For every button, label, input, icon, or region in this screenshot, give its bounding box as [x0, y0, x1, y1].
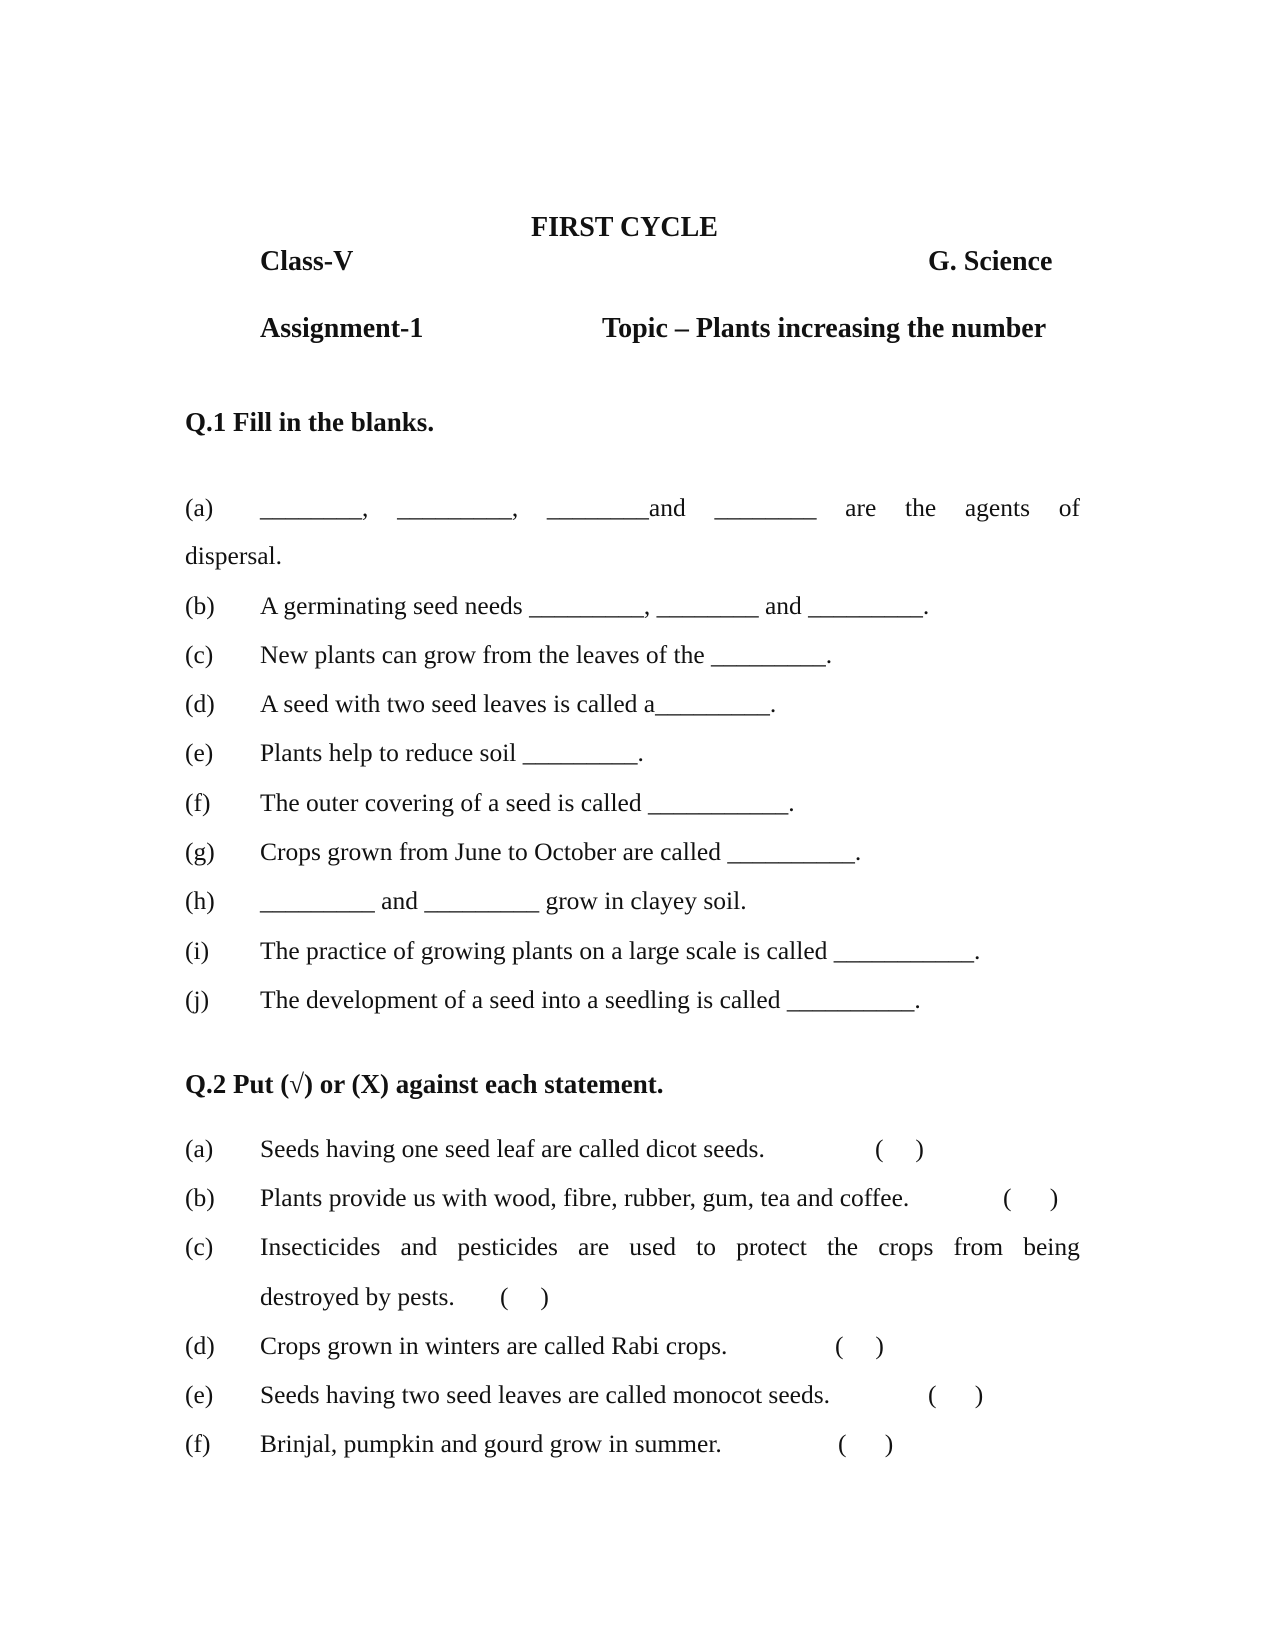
q2-c-word: Insecticides: [260, 1232, 381, 1261]
q2-c-word: are: [578, 1232, 610, 1261]
q2-c-answer-box[interactable]: ( ): [500, 1282, 549, 1311]
q2-c-word: used: [629, 1232, 677, 1261]
q1-item-label: (f): [185, 788, 211, 817]
q1-heading: Q.1 Fill in the blanks.: [185, 407, 435, 437]
q2-c-continuation: destroyed by pests.: [260, 1282, 455, 1311]
q1-item-text: The development of a seed into a seedling is called __________.: [260, 985, 921, 1014]
q2-d-text: Crops grown in winters are called Rabi crops.: [260, 1331, 728, 1360]
q1-item-text: Plants help to reduce soil _________.: [260, 738, 644, 767]
q1-item-text: The outer covering of a seed is called ___________.: [260, 788, 795, 817]
q2-e-answer-box[interactable]: ( ): [928, 1380, 984, 1409]
subject-label: G. Science: [928, 246, 1053, 277]
class-label: Class-V: [260, 246, 354, 277]
q2-heading: Q.2 Put (√) or (X) against each statement.: [185, 1069, 664, 1099]
cycle-title: FIRST CYCLE: [531, 212, 718, 243]
q1-item-text: The practice of growing plants on a large scale is called ___________.: [260, 936, 981, 965]
q2-f-answer-box[interactable]: ( ): [838, 1429, 894, 1458]
q1-a-word: the: [904, 493, 937, 522]
q2-a-label: (a): [185, 1134, 214, 1163]
q2-c-word: pesticides: [457, 1232, 558, 1261]
q1-item-label: (g): [185, 837, 215, 866]
q1-item-text: _________ and _________ grow in clayey soil.: [260, 886, 747, 915]
q2-b-label: (b): [185, 1183, 215, 1212]
q2-c-text: [260, 1232, 1080, 1262]
q2-c-word: and: [400, 1232, 438, 1261]
q1-item-label: (j): [185, 985, 210, 1014]
q1-item-text: New plants can grow from the leaves of the _________.: [260, 640, 833, 669]
q2-e-text: Seeds having two seed leaves are called monocot seeds.: [260, 1380, 831, 1409]
q2-c-word: the: [826, 1232, 859, 1261]
q1-item-label: (h): [185, 886, 215, 915]
q1-a-word: of: [1058, 493, 1080, 522]
q1-a-word: ________,: [260, 493, 369, 522]
q1-item-label: (c): [185, 640, 214, 669]
q2-f-text: Brinjal, pumpkin and gourd grow in summer.: [260, 1429, 722, 1458]
q1-a-word: ________: [714, 493, 817, 522]
q1-item-label: (d): [185, 689, 215, 718]
q1-item-label: (e): [185, 738, 214, 767]
q2-d-answer-box[interactable]: ( ): [835, 1331, 884, 1360]
q1-a-text: [260, 493, 1080, 523]
q2-c-word: being: [1023, 1232, 1080, 1261]
q2-e-label: (e): [185, 1380, 214, 1409]
assignment-label: Assignment-1: [260, 313, 424, 344]
q1-item-text: Crops grown from June to October are called __________.: [260, 837, 862, 866]
q1-item-label: (b): [185, 591, 215, 620]
q1-item-label: (i): [185, 936, 210, 965]
q1-a-word: _________,: [397, 493, 519, 522]
q1-a-word: are: [845, 493, 877, 522]
q2-f-label: (f): [185, 1429, 211, 1458]
q2-b-text: Plants provide us with wood, fibre, rubber, gum, tea and coffee.: [260, 1183, 910, 1212]
q1-item-text: A germinating seed needs _________, ________ and _________.: [260, 591, 930, 620]
q1-item-text: A seed with two seed leaves is called a_________.: [260, 689, 777, 718]
q1-a-word: agents: [964, 493, 1030, 522]
q2-a-answer-box[interactable]: ( ): [875, 1134, 924, 1163]
q2-c-word: from: [953, 1232, 1004, 1261]
q2-a-text: Seeds having one seed leaf are called dicot seeds.: [260, 1134, 765, 1163]
q2-c-word: to: [696, 1232, 716, 1261]
q1-a-label: (a): [185, 493, 214, 522]
q2-b-answer-box[interactable]: ( ): [1003, 1183, 1059, 1212]
q1-a-continuation: dispersal.: [185, 541, 283, 570]
q2-d-label: (d): [185, 1331, 215, 1360]
q2-c-word: protect: [736, 1232, 807, 1261]
q2-c-label: (c): [185, 1232, 214, 1261]
topic-label: Topic – Plants increasing the number: [602, 313, 1047, 344]
q2-c-word: crops: [878, 1232, 934, 1261]
q1-a-word: ________and: [546, 493, 686, 522]
